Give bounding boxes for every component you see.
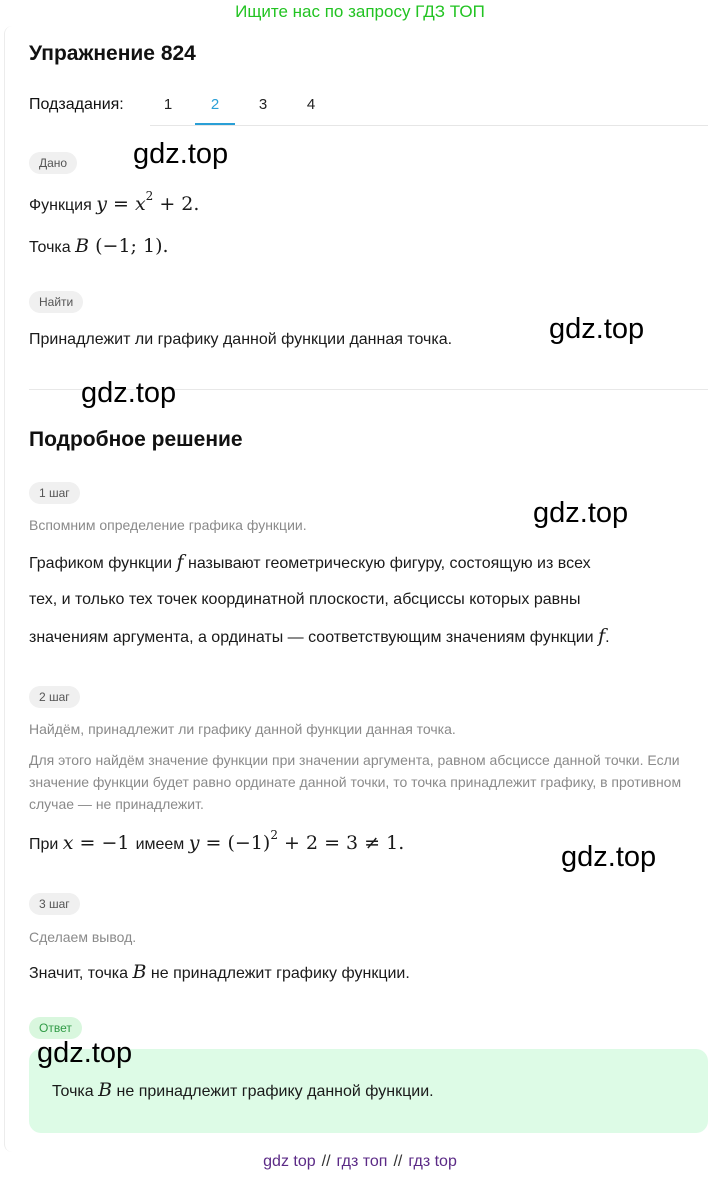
tab-2[interactable]: 2 bbox=[210, 96, 220, 113]
watermark: gdz.top bbox=[81, 377, 177, 409]
given-point-prefix: Точка bbox=[29, 239, 71, 256]
step-3-hint: Сделаем вывод. bbox=[29, 929, 137, 945]
step-2-hint: Найдём, принадлежит ли графику данной функции данная точка. bbox=[29, 721, 456, 737]
find-text: Принадлежит ли графику данной функции данная точка. bbox=[29, 331, 453, 348]
step-1-line: значениям аргумента, а ординаты — соответствующим значениям функции f. bbox=[29, 625, 610, 647]
page-title: Упражнение 824 bbox=[29, 42, 196, 65]
answer-var: B bbox=[98, 1079, 113, 1101]
search-banner: Ищите нас по запросу ГДЗ ТОП bbox=[235, 2, 485, 21]
tab-1[interactable]: 1 bbox=[163, 96, 173, 113]
answer-text bbox=[52, 1079, 434, 1101]
watermark: gdz.top bbox=[533, 497, 629, 529]
step-1-line: Графиком функции f называют геометрическую фигуру, состоящую из всех bbox=[29, 551, 591, 573]
subtasks-label: Подзадания: bbox=[29, 96, 124, 113]
step-3-badge: 3 шаг bbox=[29, 893, 80, 915]
solution-heading: Подробное решение bbox=[29, 428, 243, 451]
answer-prefix: Точка bbox=[52, 1083, 94, 1100]
footer-link-gdz-top-mix[interactable]: гдз top bbox=[408, 1153, 457, 1170]
given-function: Функция $y = x^2 + 2$. bbox=[29, 189, 200, 215]
step-1-line: тех, и только тех точек координатной плоскости, абсциссы которых равны bbox=[29, 591, 581, 608]
find-badge: Найти bbox=[29, 291, 83, 313]
step-3-text bbox=[29, 961, 410, 983]
answer-badge: Ответ bbox=[29, 1017, 82, 1039]
step-1-text bbox=[29, 544, 714, 656]
step-2-result: При x = −1 имеем $y = (-1)^2 + 2 = 3 \ne 1$. bbox=[29, 828, 405, 854]
tab-3[interactable]: 3 bbox=[258, 96, 268, 113]
step-2-result-mid: имеем bbox=[135, 836, 185, 853]
footer-links bbox=[0, 1153, 720, 1171]
footer-link-gdz-top[interactable]: gdz top bbox=[263, 1153, 316, 1170]
watermark: gdz.top bbox=[549, 313, 645, 345]
step-2-result-prefix: При bbox=[29, 836, 59, 853]
step-3-text-suffix: не принадлежит графику функции. bbox=[150, 965, 410, 982]
tabs-divider bbox=[150, 125, 708, 126]
watermark: gdz.top bbox=[561, 841, 657, 873]
step-3-var: B bbox=[132, 961, 147, 983]
watermark: gdz.top bbox=[37, 1037, 133, 1069]
tab-4[interactable]: 4 bbox=[306, 96, 316, 113]
given-function-expr: y bbox=[96, 193, 107, 215]
active-tab-indicator bbox=[195, 123, 235, 125]
footer-separator: // bbox=[393, 1153, 403, 1170]
answer-suffix: не принадлежит графику данной функции. bbox=[116, 1083, 434, 1100]
given-badge: Дано bbox=[29, 152, 77, 174]
step-3-text-prefix: Значит, точка bbox=[29, 965, 129, 982]
watermark: gdz.top bbox=[133, 138, 229, 170]
given-point: Точка B (−1; 1). bbox=[29, 235, 169, 257]
step-2-badge: 2 шаг bbox=[29, 686, 80, 708]
step-1-hint: Вспомним определение графика функции. bbox=[29, 517, 307, 533]
step-2-detail: Для этого найдём значение функции при значении аргумента, равном абсциссе данной точки. Если значение функции будет равно ординате данной точки, то точка принадлежит графику, в противном случае — не принадлежит. bbox=[29, 752, 682, 812]
footer-link-gdz-top-ru[interactable]: гдз топ bbox=[336, 1153, 388, 1170]
given-point-expr: B bbox=[75, 235, 90, 257]
given-function-prefix: Функция bbox=[29, 197, 92, 214]
footer-separator: // bbox=[321, 1153, 331, 1170]
step-1-badge: 1 шаг bbox=[29, 482, 80, 504]
